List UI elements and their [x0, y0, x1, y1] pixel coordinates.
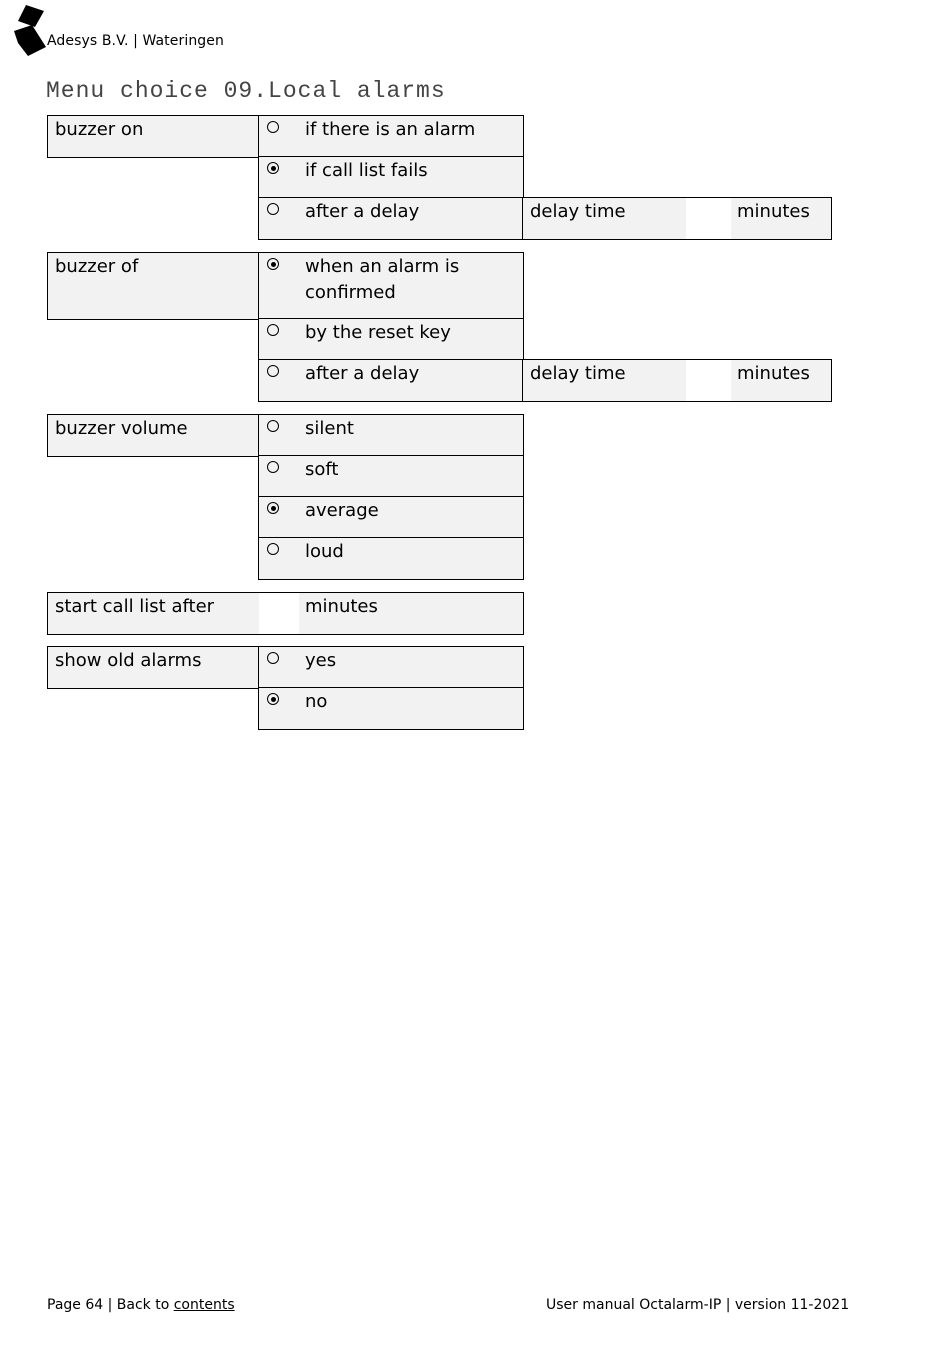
company-name: Adesys B.V. | Wateringen [47, 33, 224, 49]
delay-time-label: delay time [530, 201, 626, 222]
radio-icon[interactable] [267, 324, 279, 336]
buzzer-volume-label: buzzer volume [47, 414, 260, 457]
start-call-list-unit: minutes [305, 596, 378, 617]
start-call-list-row [47, 592, 524, 635]
buzzer-on-delay-field [522, 197, 832, 240]
volume-option-loud[interactable] [258, 537, 524, 580]
option-label: by the reset key [305, 322, 451, 343]
radio-icon[interactable] [267, 420, 279, 432]
radio-icon[interactable] [267, 203, 279, 215]
buzzer-off-label: buzzer of [47, 252, 260, 320]
option-label: no [305, 691, 328, 712]
buzzer-off-delay-field [522, 359, 832, 402]
volume-option-average[interactable] [258, 496, 524, 539]
buzzer-off-option-reset-key[interactable] [258, 318, 524, 361]
radio-icon[interactable] [267, 121, 279, 133]
buzzer-on-label: buzzer on [47, 115, 260, 158]
option-label: loud [305, 541, 344, 562]
delay-time-label: delay time [530, 363, 626, 384]
show-old-alarms-option-no[interactable] [258, 687, 524, 730]
show-old-alarms-option-yes[interactable] [258, 646, 524, 689]
radio-selected-icon[interactable] [267, 162, 279, 174]
option-label: soft [305, 459, 339, 480]
footer-manual-version: User manual Octalarm-IP | version 11-2021 [546, 1297, 850, 1313]
delay-time-input[interactable] [686, 198, 731, 239]
option-label: when an alarm is confirmed [305, 256, 460, 303]
company-logo-icon [12, 5, 46, 57]
start-call-list-label: start call list after [55, 596, 215, 617]
buzzer-on-option-call-list-fails[interactable] [258, 156, 524, 199]
buzzer-off-option-delay[interactable] [258, 359, 524, 402]
radio-icon[interactable] [267, 652, 279, 664]
page-title: Menu choice 09.Local alarms [46, 78, 446, 104]
buzzer-on-option-alarm[interactable] [258, 115, 524, 158]
volume-option-silent[interactable] [258, 414, 524, 457]
option-label: after a delay [305, 363, 420, 384]
delay-unit-label: minutes [737, 201, 810, 222]
option-label: if call list fails [305, 160, 428, 181]
option-label: after a delay [305, 201, 420, 222]
volume-option-soft[interactable] [258, 455, 524, 498]
radio-selected-icon[interactable] [267, 693, 279, 705]
buzzer-off-option-confirmed[interactable] [258, 252, 524, 320]
option-label: silent [305, 418, 354, 439]
radio-icon[interactable] [267, 461, 279, 473]
delay-time-input[interactable] [686, 360, 731, 401]
radio-selected-icon[interactable] [267, 258, 279, 270]
radio-icon[interactable] [267, 365, 279, 377]
option-label: if there is an alarm [305, 119, 476, 140]
footer-page-info [47, 1297, 235, 1313]
option-label: yes [305, 650, 337, 671]
delay-unit-label: minutes [737, 363, 810, 384]
radio-selected-icon[interactable] [267, 502, 279, 514]
page-number-text: Page 64 | Back to [47, 1297, 174, 1313]
contents-link[interactable]: contents [173, 1297, 235, 1313]
radio-icon[interactable] [267, 543, 279, 555]
option-label: average [305, 500, 379, 521]
start-call-list-input[interactable] [259, 593, 299, 634]
buzzer-on-option-delay[interactable] [258, 197, 524, 240]
show-old-alarms-label: show old alarms [47, 646, 260, 689]
